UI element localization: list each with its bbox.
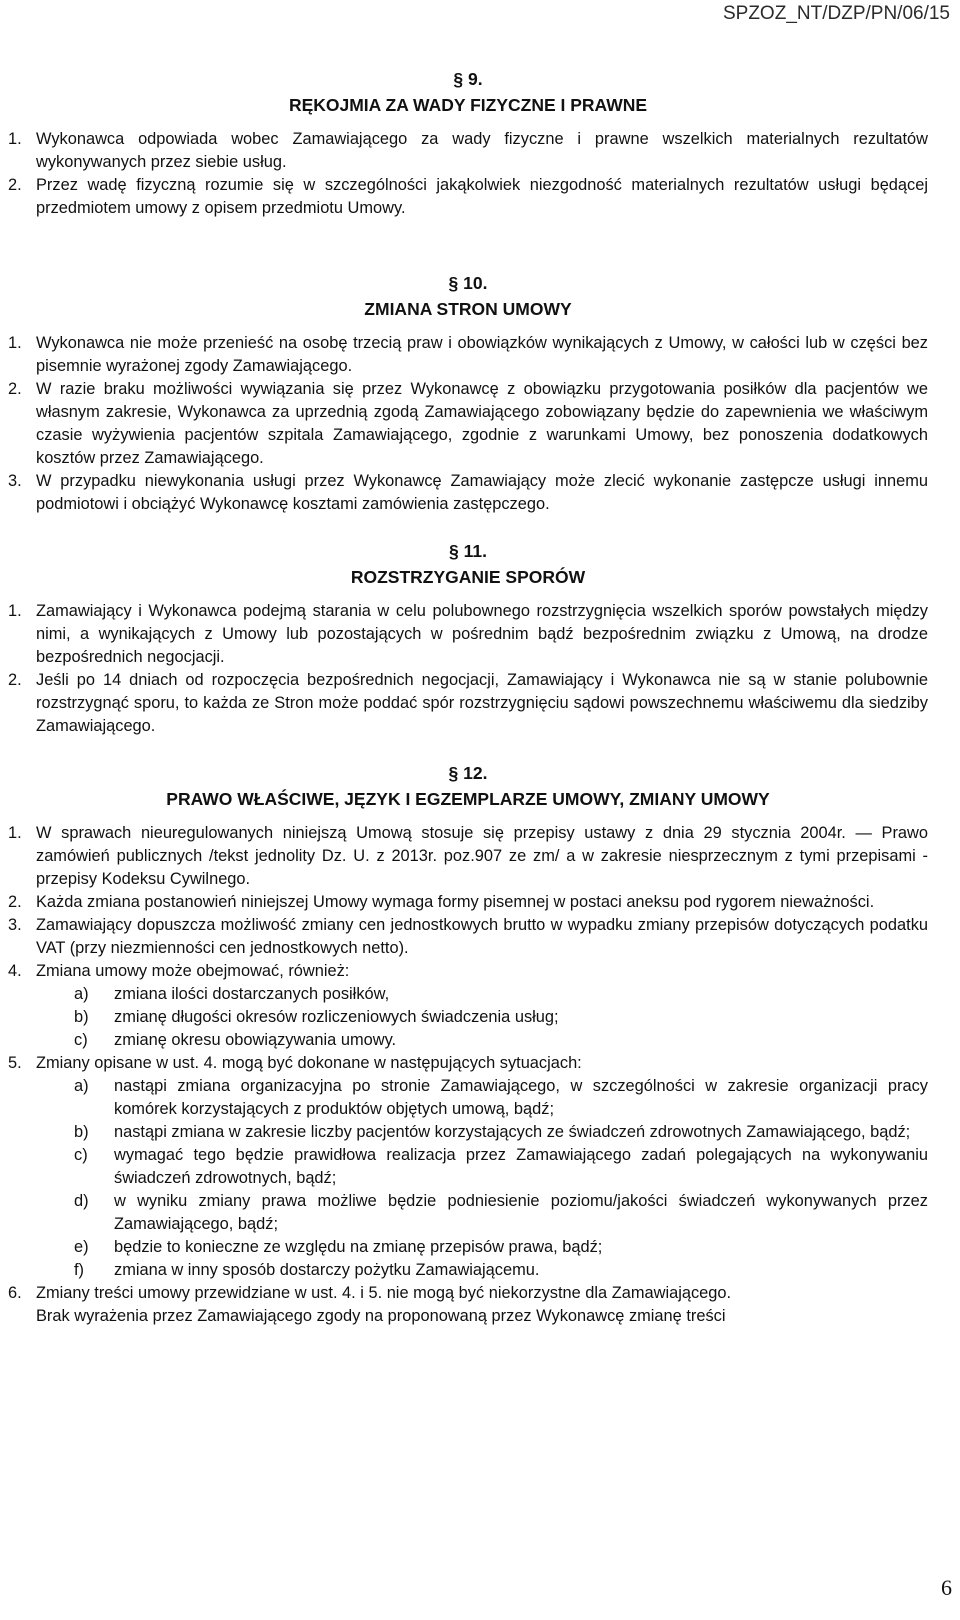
- item-text: Wykonawca odpowiada wobec Zamawiającego za wady fizyczne i prawne wszelkich materialnych rezultatów wykonywanych przez siebie usług.: [36, 130, 928, 171]
- list-item: [8, 891, 928, 914]
- sub-item: [74, 1144, 928, 1190]
- item-number: 5.: [8, 1054, 22, 1072]
- section-number: § 9.: [453, 69, 483, 89]
- sub-item-letter: d): [74, 1192, 89, 1210]
- list-item: [8, 470, 928, 516]
- item-number: 2.: [8, 893, 22, 911]
- item-text: W sprawach nieuregulowanych niniejszą Umową stosuje się przepisy ustawy z dnia 29 stycznia 2004r. — Prawo zamówień publicznych /tekst jednolity Dz. U. z 2013r. poz.907 ze zm/ a w zakresie niesprzecznym z tymi przepisami - przepisy Kodeksu Cywilnego.: [36, 824, 928, 888]
- sub-item-letter: b): [74, 1008, 89, 1026]
- sub-item-text: zmianę długości okresów rozliczeniowych świadczenia usług;: [114, 1008, 559, 1026]
- item-text: Zmiana umowy może obejmować, również:: [36, 962, 350, 980]
- sub-item: [74, 1075, 928, 1121]
- document-body: [8, 66, 928, 1328]
- item-number: 1.: [8, 130, 22, 148]
- list-item: [8, 378, 928, 470]
- section-title: PRAWO WŁAŚCIWE, JĘZYK I EGZEMPLARZE UMOWY, ZMIANY UMOWY: [166, 789, 770, 809]
- list-item: [8, 960, 928, 983]
- sub-item: [74, 1190, 928, 1236]
- list-item: [8, 332, 928, 378]
- item-text: Jeśli po 14 dniach od rozpoczęcia bezpośrednich negocjacji, Zamawiający i Wykonawca nie są w stanie polubownie rozstrzygnąć sporu, to każda ze Stron może poddać spór rozstrzygnięciu sądowi powszechnemu właściwemu dla siedziby Zamawiającego.: [36, 671, 928, 735]
- item-text: Przez wadę fizyczną rozumie się w szczególności jakąkolwiek niezgodność materialnych rezultatów usługi będącej przedmiotem umowy z opisem przedmiotu Umowy.: [36, 176, 928, 217]
- section-number: § 10.: [448, 273, 488, 293]
- list-item: [8, 600, 928, 669]
- section-heading: [8, 270, 928, 322]
- sub-item: [74, 1006, 928, 1029]
- item-number: 1.: [8, 334, 22, 352]
- sub-item-text: zmianę okresu obowiązywania umowy.: [114, 1031, 397, 1049]
- item-text: Każda zmiana postanowień niniejszej Umowy wymaga formy pisemnej w postaci aneksu pod rygorem nieważności.: [36, 893, 875, 911]
- item-text: W razie braku możliwości wywiązania się przez Wykonawcę z obowiązku przygotowania posiłków dla pacjentów we własnym zakresie, Wykonawca za uprzednią zgodą Zamawiającego zobowiązany będzie do zapewnienia we właściwym czasie wyżywienia pacjentów szpitala Zamawiającego, zgodnie z warunkami Umowy, bez ponoszenia dodatkowych kosztów przez Zamawiającego.: [36, 380, 928, 467]
- item-number: 1.: [8, 602, 22, 620]
- item-number: 2.: [8, 380, 22, 398]
- section-heading: [8, 538, 928, 590]
- section-title: ZMIANA STRON UMOWY: [364, 299, 572, 319]
- section-title: RĘKOJMIA ZA WADY FIZYCZNE I PRAWNE: [288, 95, 648, 115]
- item-number: 3.: [8, 916, 22, 934]
- item-text: W przypadku niewykonania usługi przez Wykonawcę Zamawiający może zlecić wykonanie zastępcze usługi innemu podmiotowi i obciążyć Wykonawcę kosztami zamówienia zastępczego.: [36, 472, 928, 513]
- sub-item-letter: c): [74, 1146, 88, 1164]
- sub-item: [74, 1259, 928, 1282]
- list-item: [8, 1282, 928, 1305]
- document-reference: SPZOZ_NT/DZP/PN/06/15: [722, 3, 950, 24]
- sub-item-text: zmiana ilości dostarczanych posiłków,: [114, 985, 390, 1003]
- item-number: 2.: [8, 176, 22, 194]
- sub-item: [74, 1236, 928, 1259]
- item-number: 1.: [8, 824, 22, 842]
- item-text: Zamawiający dopuszcza możliwość zmiany cen jednostkowych brutto w wypadku zmiany przepisów dotyczących podatku VAT (przy niezmienności cen jednostkowych netto).: [36, 916, 928, 957]
- item-number: 6.: [8, 1284, 22, 1302]
- section-heading: [8, 66, 928, 118]
- list-item: [8, 174, 928, 220]
- item-text: Zamawiający i Wykonawca podejmą starania w celu polubownego rozstrzygnięcia wszelkich sporów powstałych między nimi, a wynikających z Umowy lub pozostających w pośrednim bądź bezpośrednim związku z Umową, na drodze bezpośrednich negocjacji.: [36, 602, 928, 666]
- sub-item-text: w wyniku zmiany prawa możliwe będzie podniesienie poziomu/jakości świadczeń wykonywanych przez Zamawiającego, bądź;: [114, 1192, 928, 1233]
- list-item: [8, 128, 928, 174]
- item-text: Zmiany opisane w ust. 4. mogą być dokonane w następujących sytuacjach:: [36, 1054, 582, 1072]
- list-item: [8, 669, 928, 738]
- sub-item-letter: b): [74, 1123, 89, 1141]
- section-number: § 11.: [449, 541, 487, 561]
- section-number: § 12.: [448, 763, 488, 783]
- sub-item-text: zmiana w inny sposób dostarczy pożytku Zamawiającemu.: [114, 1261, 540, 1279]
- sub-item-text: wymagać tego będzie prawidłowa realizacja przez Zamawiającego zadań polegających na wykonywaniu świadczeń zdrowotnych, bądź;: [114, 1146, 928, 1187]
- sub-item-letter: c): [74, 1031, 88, 1049]
- sub-item: [74, 983, 928, 1006]
- sub-item-letter: a): [74, 985, 89, 1003]
- section-heading: [8, 760, 928, 812]
- sub-item: [74, 1029, 928, 1052]
- sub-item-letter: a): [74, 1077, 89, 1095]
- list-item: [8, 822, 928, 891]
- item-continuation-text: Brak wyrażenia przez Zamawiającego zgody na proponowaną przez Wykonawcę zmianę treści: [36, 1307, 726, 1325]
- sub-item-text: nastąpi zmiana w zakresie liczby pacjentów korzystających ze świadczeń zdrowotnych Zamawiającego, bądź;: [114, 1123, 911, 1141]
- list-item: [8, 914, 928, 960]
- section-title: ROZSTRZYGANIE SPORÓW: [350, 567, 586, 587]
- page-number: 6: [941, 1575, 952, 1600]
- sub-item-text: nastąpi zmiana organizacyjna po stronie Zamawiającego, w szczególności w zakresie organizacji pracy komórek korzystających z produktów objętych umową, bądź;: [114, 1077, 928, 1118]
- sub-item-letter: f): [74, 1261, 85, 1279]
- item-text: Wykonawca nie może przenieść na osobę trzecią praw i obowiązków wynikających z Umowy, w całości lub w części bez pisemnie wyrażonej zgody Zamawiającego.: [36, 334, 928, 375]
- item-number: 2.: [8, 671, 22, 689]
- item-number: 4.: [8, 962, 22, 980]
- sub-item-text: będzie to konieczne ze względu na zmianę przepisów prawa, bądź;: [114, 1238, 603, 1256]
- item-number: 3.: [8, 472, 22, 490]
- sub-item-letter: e): [74, 1238, 89, 1256]
- list-item: [8, 1052, 928, 1075]
- sub-item: [74, 1121, 928, 1144]
- item-text: Zmiany treści umowy przewidziane w ust. 4. i 5. nie mogą być niekorzystne dla Zamawiającego.: [36, 1284, 732, 1302]
